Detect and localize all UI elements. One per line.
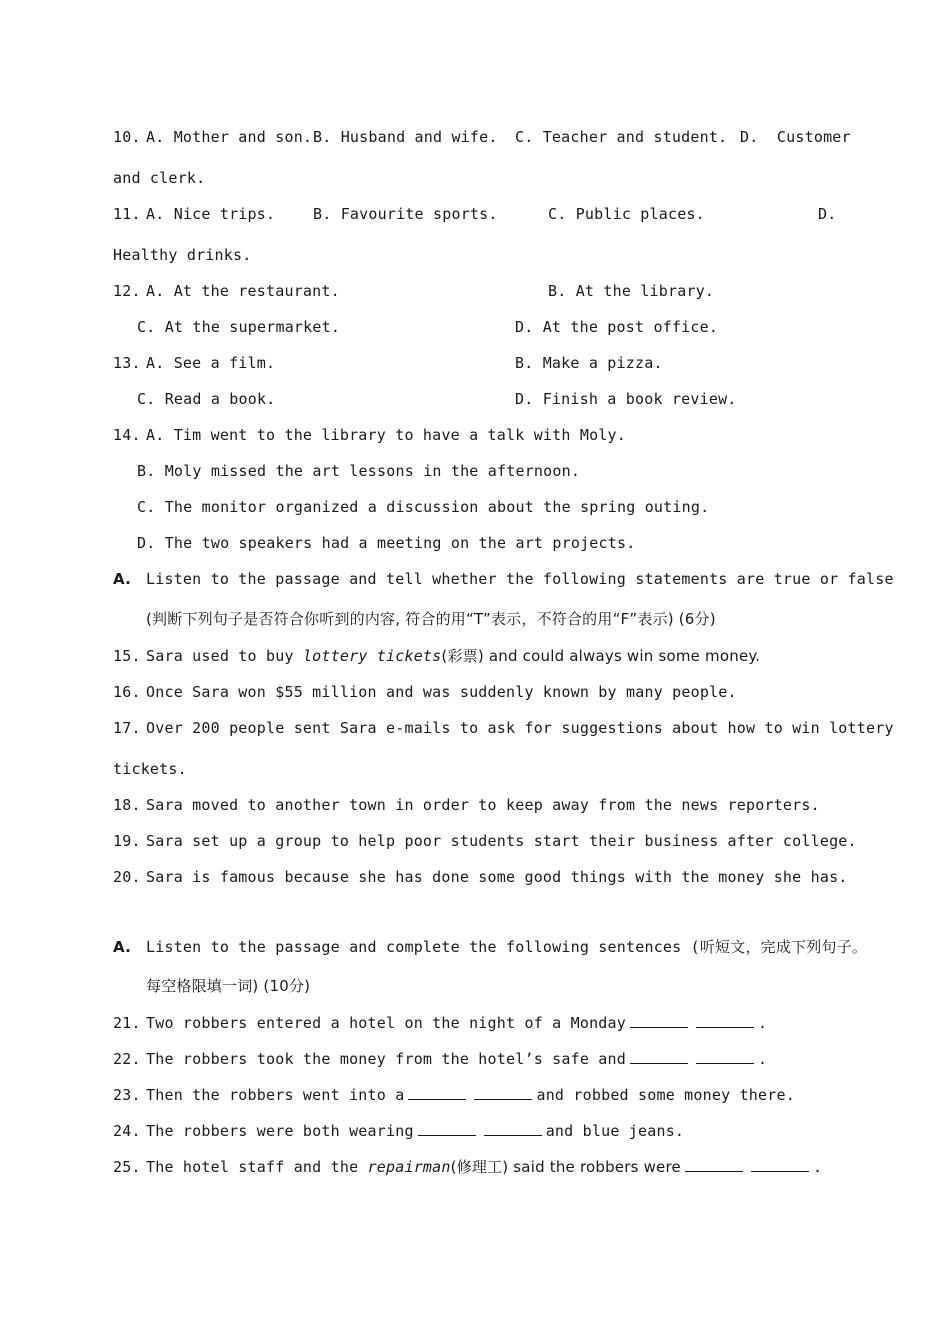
fill-21-text: Two robbers entered a hotel on the night of a Monday .: [146, 1014, 768, 1032]
fill-21-blank-2[interactable]: [696, 1015, 754, 1028]
tf-18-text: Sara moved to another town in order to keep away from the news reporters.: [146, 796, 820, 814]
section-tf-instruction-cn: (判断下列句子是否符合你听到的内容, 符合的用“T”表示，不符合的用“F”表示) (6分): [146, 610, 716, 628]
section-tf-letter: A.: [113, 570, 131, 588]
fill-23-text: Then the robbers went into a and robbed some money there.: [146, 1086, 795, 1104]
fill-22-blank-1[interactable]: [630, 1051, 688, 1064]
q12-number: 12.: [113, 282, 141, 300]
q11-number: 11.: [113, 205, 141, 223]
q10-number: 10.: [113, 128, 141, 146]
q12-option-b: B. At the library.: [548, 282, 715, 300]
q11-option-d-cont: Healthy drinks.: [113, 246, 252, 264]
tf-17-text-cont: tickets.: [113, 760, 187, 778]
tf-15-number: 15.: [113, 647, 141, 665]
q14-option-a: A. Tim went to the library to have a talk with Moly.: [146, 426, 626, 444]
q10-option-d: D. Customer: [740, 128, 851, 146]
q10-option-a: A. Mother and son.: [146, 128, 313, 146]
q13-option-c: C. Read a book.: [137, 390, 276, 408]
q10-option-d-cont: and clerk.: [113, 169, 206, 187]
fill-24-number: 24.: [113, 1122, 141, 1140]
q10-option-c: C. Teacher and student.: [515, 128, 728, 146]
q12-option-d: D. At the post office.: [515, 318, 719, 336]
fill-23-blank-1[interactable]: [408, 1087, 466, 1100]
fill-24-blank-1[interactable]: [418, 1123, 476, 1136]
tf-16-text: Once Sara won $55 million and was suddenly known by many people.: [146, 683, 737, 701]
fill-23-blank-2[interactable]: [474, 1087, 532, 1100]
fill-22-text: The robbers took the money from the hotel’s safe and .: [146, 1050, 768, 1068]
tf-17-text: Over 200 people sent Sara e-mails to ask for suggestions about how to win lottery: [146, 719, 894, 737]
fill-25-blank-1[interactable]: [685, 1159, 743, 1172]
q11-option-d: D.: [818, 205, 837, 223]
q14-option-d: D. The two speakers had a meeting on the art projects.: [137, 534, 636, 552]
tf-18-number: 18.: [113, 796, 141, 814]
q12-option-a: A. At the restaurant.: [146, 282, 340, 300]
fill-25-number: 25.: [113, 1158, 141, 1176]
tf-20-text: Sara is famous because she has done some good things with the money she has.: [146, 868, 848, 886]
q10-option-b: B. Husband and wife.: [313, 128, 498, 146]
fill-24-text: The robbers were both wearing and blue jeans.: [146, 1122, 685, 1140]
fill-21-number: 21.: [113, 1014, 141, 1032]
section-tf-instruction: Listen to the passage and tell whether the following statements are true or false: [146, 570, 894, 588]
fill-22-number: 22.: [113, 1050, 141, 1068]
tf-19-number: 19.: [113, 832, 141, 850]
section-fill-instruction: Listen to the passage and complete the following sentences (听短文，完成下列句子。: [146, 938, 868, 956]
q13-option-a: A. See a film.: [146, 354, 276, 372]
fill-25-blank-2[interactable]: [751, 1159, 809, 1172]
fill-24-blank-2[interactable]: [484, 1123, 542, 1136]
q12-option-c: C. At the supermarket.: [137, 318, 341, 336]
q14-option-c: C. The monitor organized a discussion about the spring outing.: [137, 498, 710, 516]
tf-15-text: Sara used to buy lottery tickets(彩票) and could always win some money.: [146, 647, 761, 665]
tf-16-number: 16.: [113, 683, 141, 701]
q13-option-b: B. Make a pizza.: [515, 354, 663, 372]
q11-option-b: B. Favourite sports.: [313, 205, 498, 223]
fill-21-blank-1[interactable]: [630, 1015, 688, 1028]
q14-option-b: B. Moly missed the art lessons in the afternoon.: [137, 462, 581, 480]
q13-option-d: D. Finish a book review.: [515, 390, 737, 408]
fill-23-number: 23.: [113, 1086, 141, 1104]
q13-number: 13.: [113, 354, 141, 372]
fill-22-blank-2[interactable]: [696, 1051, 754, 1064]
q14-number: 14.: [113, 426, 141, 444]
tf-20-number: 20.: [113, 868, 141, 886]
tf-17-number: 17.: [113, 719, 141, 737]
tf-19-text: Sara set up a group to help poor students start their business after college.: [146, 832, 857, 850]
section-fill-letter: A.: [113, 938, 131, 956]
q11-option-a: A. Nice trips.: [146, 205, 276, 223]
section-fill-instruction-cn: 每空格限填一词) (10分): [146, 977, 311, 995]
fill-25-text: The hotel staff and the repairman(修理工) said the robbers were .: [146, 1158, 823, 1176]
q11-option-c: C. Public places.: [548, 205, 705, 223]
